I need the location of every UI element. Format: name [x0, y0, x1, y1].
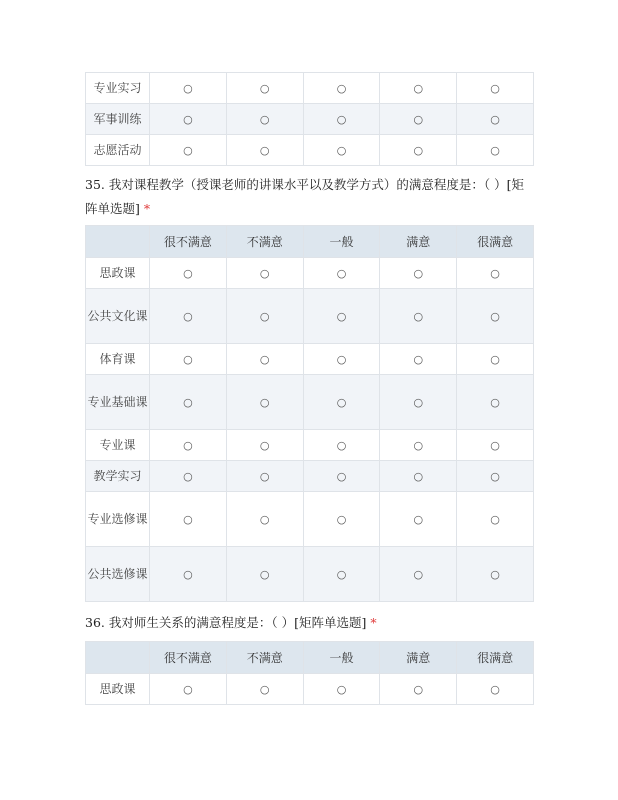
- radio-option[interactable]: ○: [226, 461, 303, 492]
- header-row: [86, 226, 534, 258]
- matrix-table-continued: [85, 72, 534, 166]
- radio-option[interactable]: ○: [150, 430, 227, 461]
- row-label: 专业实习: [86, 73, 150, 104]
- header-corner: [86, 642, 150, 674]
- radio-option[interactable]: ○: [380, 430, 457, 461]
- radio-option[interactable]: ○: [150, 344, 227, 375]
- radio-option[interactable]: ○: [457, 547, 534, 602]
- radio-option[interactable]: ○: [226, 73, 303, 104]
- matrix-table-q36: [85, 641, 534, 705]
- radio-option[interactable]: ○: [226, 375, 303, 430]
- radio-option[interactable]: ○: [150, 492, 227, 547]
- radio-option[interactable]: ○: [457, 461, 534, 492]
- table-row: [86, 135, 534, 166]
- table-row: [86, 73, 534, 104]
- matrix-table-q35: [85, 225, 534, 602]
- radio-option[interactable]: ○: [303, 135, 380, 166]
- table-row: [86, 547, 534, 602]
- radio-option[interactable]: ○: [380, 258, 457, 289]
- header-satisfied: 满意: [380, 226, 457, 258]
- table-row: [86, 344, 534, 375]
- radio-option[interactable]: ○: [226, 258, 303, 289]
- header-very-satisfied: 很满意: [457, 226, 534, 258]
- table-row: [86, 461, 534, 492]
- required-mark: *: [370, 615, 377, 630]
- row-label: 思政课: [86, 674, 150, 705]
- radio-option[interactable]: ○: [226, 492, 303, 547]
- radio-option[interactable]: ○: [303, 289, 380, 344]
- radio-option[interactable]: ○: [150, 104, 227, 135]
- radio-option[interactable]: ○: [226, 344, 303, 375]
- table-row: [86, 375, 534, 430]
- radio-option[interactable]: ○: [303, 674, 380, 705]
- radio-option[interactable]: ○: [226, 289, 303, 344]
- radio-option[interactable]: ○: [226, 674, 303, 705]
- radio-option[interactable]: ○: [380, 674, 457, 705]
- row-label: 专业课: [86, 430, 150, 461]
- radio-option[interactable]: ○: [226, 135, 303, 166]
- radio-option[interactable]: ○: [303, 547, 380, 602]
- radio-option[interactable]: ○: [226, 547, 303, 602]
- header-corner: [86, 226, 150, 258]
- radio-option[interactable]: ○: [457, 258, 534, 289]
- radio-option[interactable]: ○: [380, 135, 457, 166]
- row-label: 军事训练: [86, 104, 150, 135]
- required-mark: *: [143, 201, 151, 216]
- row-label: 公共选修课: [86, 547, 150, 602]
- table-row: [86, 289, 534, 344]
- radio-option[interactable]: ○: [380, 289, 457, 344]
- radio-option[interactable]: ○: [303, 104, 380, 135]
- header-neutral: 一般: [303, 642, 380, 674]
- radio-option[interactable]: ○: [226, 430, 303, 461]
- radio-option[interactable]: ○: [457, 289, 534, 344]
- table-row: [86, 492, 534, 547]
- header-satisfied: 满意: [380, 642, 457, 674]
- row-label: 体育课: [86, 344, 150, 375]
- row-label: 志愿活动: [86, 135, 150, 166]
- radio-option[interactable]: ○: [150, 375, 227, 430]
- header-row: [86, 642, 534, 674]
- radio-option[interactable]: ○: [150, 547, 227, 602]
- radio-option[interactable]: ○: [150, 258, 227, 289]
- radio-option[interactable]: ○: [150, 135, 227, 166]
- row-label: 思政课: [86, 258, 150, 289]
- row-label: 公共文化课: [86, 289, 150, 344]
- question-35-title: [85, 173, 533, 221]
- question-36-text: 36. 我对师生关系的满意程度是：（ ）[矩阵单选题]: [85, 615, 367, 630]
- header-very-dissatisfied: 很不满意: [150, 642, 227, 674]
- radio-option[interactable]: ○: [457, 674, 534, 705]
- table-row: [86, 674, 534, 705]
- header-dissatisfied: 不满意: [226, 226, 303, 258]
- question-35-text: 35. 我对课程教学（授课老师的讲课水平以及教学方式）的满意程度是：（ ）[矩阵单选题]: [85, 177, 524, 216]
- row-label: 教学实习: [86, 461, 150, 492]
- survey-page: [85, 72, 533, 705]
- radio-option[interactable]: ○: [457, 375, 534, 430]
- radio-option[interactable]: ○: [380, 73, 457, 104]
- table-row: [86, 104, 534, 135]
- table-row: [86, 258, 534, 289]
- radio-option[interactable]: ○: [457, 430, 534, 461]
- radio-option[interactable]: ○: [380, 375, 457, 430]
- radio-option[interactable]: ○: [457, 73, 534, 104]
- radio-option[interactable]: ○: [303, 375, 380, 430]
- radio-option[interactable]: ○: [150, 674, 227, 705]
- radio-option[interactable]: ○: [150, 461, 227, 492]
- radio-option[interactable]: ○: [303, 73, 380, 104]
- header-very-satisfied: 很满意: [457, 642, 534, 674]
- radio-option[interactable]: ○: [457, 492, 534, 547]
- radio-option[interactable]: ○: [303, 492, 380, 547]
- radio-option[interactable]: ○: [380, 547, 457, 602]
- radio-option[interactable]: ○: [150, 73, 227, 104]
- radio-option[interactable]: ○: [303, 461, 380, 492]
- radio-option[interactable]: ○: [380, 344, 457, 375]
- question-36-title: [85, 611, 533, 635]
- radio-option[interactable]: ○: [150, 289, 227, 344]
- table-row: [86, 430, 534, 461]
- header-very-dissatisfied: 很不满意: [150, 226, 227, 258]
- radio-option[interactable]: ○: [303, 258, 380, 289]
- radio-option[interactable]: ○: [380, 461, 457, 492]
- radio-option[interactable]: ○: [380, 492, 457, 547]
- radio-option[interactable]: ○: [303, 344, 380, 375]
- radio-option[interactable]: ○: [303, 430, 380, 461]
- radio-option[interactable]: ○: [226, 104, 303, 135]
- header-neutral: 一般: [303, 226, 380, 258]
- radio-option[interactable]: ○: [380, 104, 457, 135]
- radio-option[interactable]: ○: [457, 104, 534, 135]
- row-label: 专业选修课: [86, 492, 150, 547]
- row-label: 专业基础课: [86, 375, 150, 430]
- radio-option[interactable]: ○: [457, 135, 534, 166]
- radio-option[interactable]: ○: [457, 344, 534, 375]
- header-dissatisfied: 不满意: [226, 642, 303, 674]
